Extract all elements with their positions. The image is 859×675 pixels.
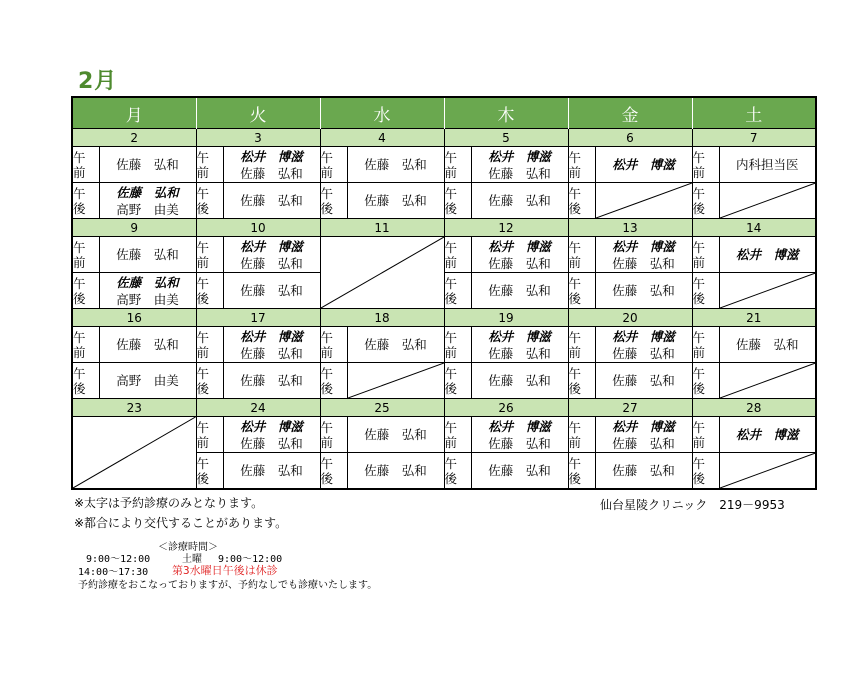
closed-diagonal bbox=[321, 237, 444, 308]
doctor-slot-cell bbox=[719, 327, 816, 363]
afternoon-label: 午 後 bbox=[444, 183, 471, 219]
doctor-slot-cell bbox=[595, 327, 692, 363]
morning-label: 午 前 bbox=[72, 327, 99, 363]
doctor-slot-cell bbox=[223, 363, 320, 399]
doctor-slot-cell bbox=[595, 147, 692, 183]
doctor-slot-cell bbox=[595, 363, 692, 399]
doctor-name: 佐藤 弘和 bbox=[612, 463, 675, 478]
doctor-slot-cell bbox=[719, 237, 816, 273]
morning-label: 午 前 bbox=[568, 417, 595, 453]
weekday-header: 土 bbox=[692, 97, 816, 129]
doctor-name: 佐藤 弘和 bbox=[116, 157, 179, 172]
morning-label: 午 前 bbox=[568, 147, 595, 183]
morning-label: 午 前 bbox=[692, 327, 719, 363]
morning-label: 午 前 bbox=[72, 237, 99, 273]
afternoon-label: 午 後 bbox=[444, 453, 471, 490]
morning-row bbox=[72, 327, 816, 363]
doctor-name: 佐藤 弘和 bbox=[612, 345, 675, 361]
afternoon-label: 午 後 bbox=[568, 183, 595, 219]
closed-diagonal bbox=[720, 273, 816, 308]
weekday-header-row bbox=[72, 97, 816, 129]
reservation-only-doctor: 松井 博滋 bbox=[488, 238, 551, 254]
reservation-only-doctor: 松井 博滋 bbox=[735, 427, 799, 442]
morning-label: 午 前 bbox=[320, 417, 347, 453]
closed-diagonal bbox=[348, 363, 444, 398]
afternoon-label: 午 後 bbox=[320, 183, 347, 219]
reservation-only-doctor: 松井 博滋 bbox=[612, 328, 675, 344]
closed-diagonal bbox=[73, 417, 196, 488]
morning-label: 午 前 bbox=[196, 237, 223, 273]
doctor-name: 佐藤 弘和 bbox=[240, 345, 303, 361]
hours-weekday-am: 9:00～12:00 bbox=[86, 554, 151, 565]
morning-label: 午 前 bbox=[196, 417, 223, 453]
afternoon-label: 午 後 bbox=[692, 183, 719, 219]
reservation-only-doctor: 松井 博滋 bbox=[240, 328, 303, 344]
afternoon-label: 午 後 bbox=[320, 363, 347, 399]
date-cell: 28 bbox=[692, 399, 816, 417]
doctor-name: 佐藤 弘和 bbox=[240, 283, 303, 298]
doctor-slot-cell bbox=[471, 237, 568, 273]
doctor-name: 佐藤 弘和 bbox=[488, 463, 551, 478]
doctor-name: 佐藤 弘和 bbox=[364, 337, 427, 352]
closed-diagonal bbox=[596, 183, 692, 218]
closed-slot-cell bbox=[719, 453, 816, 490]
weekday-header: 月 bbox=[72, 97, 196, 129]
doctor-name: 佐藤 弘和 bbox=[488, 283, 551, 298]
doctor-slot-cell bbox=[223, 417, 320, 453]
doctor-slot-cell bbox=[471, 417, 568, 453]
date-cell: 20 bbox=[568, 309, 692, 327]
afternoon-label: 午 後 bbox=[692, 453, 719, 490]
date-cell: 21 bbox=[692, 309, 816, 327]
doctor-name: 佐藤 弘和 bbox=[488, 193, 551, 208]
morning-row bbox=[72, 237, 816, 273]
reservation-only-doctor: 松井 博滋 bbox=[735, 247, 799, 262]
doctor-slot-cell bbox=[223, 183, 320, 219]
clinic-name-phone: 仙台星陵クリニック 219－9953 bbox=[600, 498, 785, 512]
doctor-slot-cell bbox=[471, 453, 568, 490]
date-cell: 23 bbox=[72, 399, 196, 417]
afternoon-label: 午 後 bbox=[568, 453, 595, 490]
date-cell: 26 bbox=[444, 399, 568, 417]
afternoon-label: 午 後 bbox=[72, 363, 99, 399]
doctor-name: 佐藤 弘和 bbox=[612, 373, 675, 388]
doctor-name: 佐藤 弘和 bbox=[364, 157, 427, 172]
doctor-slot-cell bbox=[99, 147, 196, 183]
note-substitution: ※都合により交代することがあります。 bbox=[74, 516, 288, 530]
morning-label: 午 前 bbox=[196, 327, 223, 363]
morning-row bbox=[72, 147, 816, 183]
doctor-slot-cell bbox=[99, 327, 196, 363]
date-cell: 6 bbox=[568, 129, 692, 147]
date-cell: 25 bbox=[320, 399, 444, 417]
schedule-calendar bbox=[71, 96, 817, 490]
date-row bbox=[72, 219, 816, 237]
doctor-name: 佐藤 弘和 bbox=[488, 435, 551, 451]
date-cell: 9 bbox=[72, 219, 196, 237]
doctor-slot-cell bbox=[471, 363, 568, 399]
doctor-slot-cell bbox=[99, 363, 196, 399]
doctor-slot-cell bbox=[223, 327, 320, 363]
doctor-slot-cell bbox=[223, 237, 320, 273]
doctor-slot-cell bbox=[223, 147, 320, 183]
morning-label: 午 前 bbox=[444, 327, 471, 363]
date-cell: 14 bbox=[692, 219, 816, 237]
doctor-slot-cell bbox=[719, 417, 816, 453]
month-title: 2月 bbox=[78, 69, 118, 94]
doctor-slot-cell bbox=[347, 183, 444, 219]
doctor-name: 佐藤 弘和 bbox=[240, 373, 303, 388]
doctor-slot-cell bbox=[471, 327, 568, 363]
doctor-slot-cell bbox=[347, 327, 444, 363]
doctor-slot-cell bbox=[99, 237, 196, 273]
date-cell: 2 bbox=[72, 129, 196, 147]
date-cell: 4 bbox=[320, 129, 444, 147]
morning-row bbox=[72, 417, 816, 453]
reservation-only-doctor: 佐藤 弘和 bbox=[116, 274, 179, 290]
morning-label: 午 前 bbox=[692, 417, 719, 453]
morning-label: 午 前 bbox=[196, 147, 223, 183]
hours-saturday-label: 土曜 bbox=[182, 554, 202, 565]
morning-label: 午 前 bbox=[568, 327, 595, 363]
date-cell: 7 bbox=[692, 129, 816, 147]
reservation-only-doctor: 松井 博滋 bbox=[612, 418, 675, 434]
doctor-name: 内科担当医 bbox=[735, 157, 799, 172]
doctor-name: 佐藤 弘和 bbox=[364, 427, 427, 442]
reservation-only-doctor: 佐藤 弘和 bbox=[116, 184, 179, 200]
afternoon-row bbox=[72, 183, 816, 219]
hours-weekday-pm: 14:00～17:30 bbox=[78, 567, 149, 578]
doctor-name: 佐藤 弘和 bbox=[364, 463, 427, 478]
morning-label: 午 前 bbox=[444, 237, 471, 273]
afternoon-label: 午 後 bbox=[196, 363, 223, 399]
afternoon-label: 午 後 bbox=[444, 363, 471, 399]
hours-title: ＜診療時間＞ bbox=[158, 542, 218, 553]
doctor-name: 佐藤 弘和 bbox=[364, 193, 427, 208]
weekday-header: 火 bbox=[196, 97, 320, 129]
date-cell: 19 bbox=[444, 309, 568, 327]
doctor-name: 佐藤 弘和 bbox=[488, 255, 551, 271]
doctor-name: 高野 由美 bbox=[116, 291, 179, 307]
date-cell: 18 bbox=[320, 309, 444, 327]
closed-day-cell bbox=[320, 237, 444, 309]
note-bold-reservation: ※太字は予約診療のみとなります。 bbox=[74, 496, 264, 510]
closed-slot-cell bbox=[719, 273, 816, 309]
hours-walkin-note: 予約診療をおこなっておりますが、予約なしでも診療いたします。 bbox=[78, 580, 378, 591]
reservation-only-doctor: 松井 博滋 bbox=[488, 418, 551, 434]
hours-closed-note: 第3水曜日午後は休診 bbox=[172, 564, 278, 577]
closed-day-cell bbox=[72, 417, 196, 490]
afternoon-label: 午 後 bbox=[320, 453, 347, 490]
doctor-slot-cell bbox=[347, 453, 444, 490]
doctor-name: 佐藤 弘和 bbox=[116, 247, 179, 262]
reservation-only-doctor: 松井 博滋 bbox=[240, 418, 303, 434]
doctor-slot-cell bbox=[595, 417, 692, 453]
date-cell: 10 bbox=[196, 219, 320, 237]
afternoon-label: 午 後 bbox=[568, 363, 595, 399]
afternoon-label: 午 後 bbox=[196, 453, 223, 490]
afternoon-label: 午 後 bbox=[196, 273, 223, 309]
doctor-name: 佐藤 弘和 bbox=[240, 255, 303, 271]
weekday-header: 金 bbox=[568, 97, 692, 129]
doctor-slot-cell bbox=[99, 183, 196, 219]
morning-label: 午 前 bbox=[692, 147, 719, 183]
reservation-only-doctor: 松井 博滋 bbox=[612, 157, 675, 172]
weekday-header: 水 bbox=[320, 97, 444, 129]
date-cell: 27 bbox=[568, 399, 692, 417]
doctor-name: 佐藤 弘和 bbox=[240, 165, 303, 181]
afternoon-label: 午 後 bbox=[568, 273, 595, 309]
morning-label: 午 前 bbox=[568, 237, 595, 273]
doctor-slot-cell bbox=[471, 273, 568, 309]
doctor-name: 佐藤 弘和 bbox=[240, 463, 303, 478]
morning-label: 午 前 bbox=[72, 147, 99, 183]
date-cell: 3 bbox=[196, 129, 320, 147]
doctor-slot-cell bbox=[471, 183, 568, 219]
doctor-name: 高野 由美 bbox=[116, 201, 179, 217]
doctor-slot-cell bbox=[223, 273, 320, 309]
closed-slot-cell bbox=[719, 183, 816, 219]
afternoon-label: 午 後 bbox=[444, 273, 471, 309]
date-row bbox=[72, 399, 816, 417]
morning-label: 午 前 bbox=[692, 237, 719, 273]
morning-label: 午 前 bbox=[444, 147, 471, 183]
date-cell: 5 bbox=[444, 129, 568, 147]
date-row bbox=[72, 309, 816, 327]
doctor-slot-cell bbox=[99, 273, 196, 309]
doctor-slot-cell bbox=[347, 147, 444, 183]
doctor-name: 佐藤 弘和 bbox=[116, 337, 179, 352]
morning-label: 午 前 bbox=[320, 327, 347, 363]
doctor-slot-cell bbox=[595, 273, 692, 309]
afternoon-label: 午 後 bbox=[72, 273, 99, 309]
doctor-name: 佐藤 弘和 bbox=[735, 337, 799, 352]
doctor-name: 佐藤 弘和 bbox=[612, 283, 675, 298]
doctor-name: 佐藤 弘和 bbox=[488, 373, 551, 388]
afternoon-label: 午 後 bbox=[72, 183, 99, 219]
date-cell: 13 bbox=[568, 219, 692, 237]
doctor-name: 佐藤 弘和 bbox=[240, 435, 303, 451]
doctor-name: 佐藤 弘和 bbox=[488, 165, 551, 181]
date-cell: 12 bbox=[444, 219, 568, 237]
doctor-slot-cell bbox=[347, 417, 444, 453]
date-row bbox=[72, 129, 816, 147]
afternoon-row bbox=[72, 363, 816, 399]
doctor-name: 佐藤 弘和 bbox=[612, 435, 675, 451]
doctor-name: 佐藤 弘和 bbox=[612, 255, 675, 271]
closed-slot-cell bbox=[719, 363, 816, 399]
morning-label: 午 前 bbox=[320, 147, 347, 183]
afternoon-label: 午 後 bbox=[196, 183, 223, 219]
closed-slot-cell bbox=[595, 183, 692, 219]
date-cell: 11 bbox=[320, 219, 444, 237]
doctor-name: 高野 由美 bbox=[116, 373, 179, 388]
doctor-name: 佐藤 弘和 bbox=[240, 193, 303, 208]
doctor-slot-cell bbox=[595, 237, 692, 273]
date-cell: 17 bbox=[196, 309, 320, 327]
date-cell: 24 bbox=[196, 399, 320, 417]
morning-label: 午 前 bbox=[444, 417, 471, 453]
reservation-only-doctor: 松井 博滋 bbox=[612, 238, 675, 254]
closed-diagonal bbox=[720, 453, 816, 488]
afternoon-label: 午 後 bbox=[692, 363, 719, 399]
reservation-only-doctor: 松井 博滋 bbox=[488, 148, 551, 164]
date-cell: 16 bbox=[72, 309, 196, 327]
reservation-only-doctor: 松井 博滋 bbox=[240, 148, 303, 164]
reservation-only-doctor: 松井 博滋 bbox=[240, 238, 303, 254]
afternoon-row bbox=[72, 273, 816, 309]
closed-diagonal bbox=[720, 183, 816, 218]
closed-slot-cell bbox=[347, 363, 444, 399]
doctor-slot-cell bbox=[595, 453, 692, 490]
doctor-slot-cell bbox=[471, 147, 568, 183]
doctor-name: 佐藤 弘和 bbox=[488, 345, 551, 361]
doctor-slot-cell bbox=[223, 453, 320, 490]
hours-saturday-am: 9:00～12:00 bbox=[218, 554, 283, 565]
weekday-header: 木 bbox=[444, 97, 568, 129]
afternoon-label: 午 後 bbox=[692, 273, 719, 309]
doctor-slot-cell bbox=[719, 147, 816, 183]
closed-diagonal bbox=[720, 363, 816, 398]
reservation-only-doctor: 松井 博滋 bbox=[488, 328, 551, 344]
